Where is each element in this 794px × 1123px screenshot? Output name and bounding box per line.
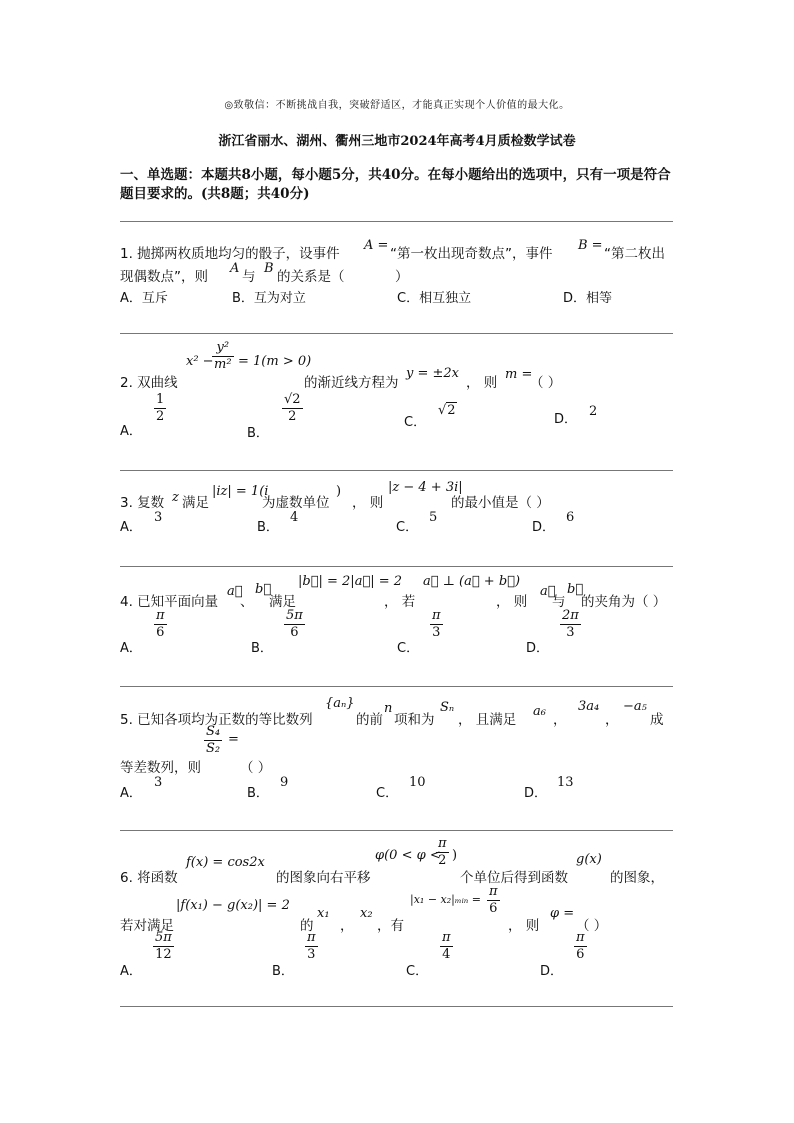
q5-text: 项和为 — [394, 712, 435, 728]
q5-text: ， — [553, 712, 567, 728]
q1-option-d: D．相等 — [563, 291, 613, 306]
q5-math: a₆ — [533, 704, 546, 719]
divider-rule — [120, 1006, 673, 1007]
q6-math: |x₁ − x₂|ₘᵢₙ = — [410, 893, 481, 906]
q2-option-c-label: C． — [404, 415, 427, 430]
q4-math: |b⃗| = 2|a⃗| = 2 — [298, 574, 403, 589]
q3-math: |iz| = 1(i — [212, 484, 269, 499]
q1-math: B — [264, 261, 274, 276]
q6-text: 6. 将函数 — [120, 870, 178, 886]
q5-option-c-value: 10 — [409, 775, 426, 790]
q2-option-b-fraction: $\frac{√2}{2}$ — [284, 392, 301, 424]
q2-option-a-label: A． — [120, 424, 142, 439]
q6-text: ，有 — [377, 918, 404, 934]
divider-rule — [120, 470, 673, 471]
q6-text: （ ） — [576, 918, 608, 934]
q2-math: m = — [505, 367, 533, 382]
q4-option-d-fraction: $\frac{2\pi}{3}$ — [562, 608, 579, 640]
q5-text: 成 — [650, 712, 664, 728]
q4-option-c-fraction: $\frac{\pi}{3}$ — [432, 608, 441, 640]
q3-option-d-value: 6 — [566, 510, 575, 525]
q2-equation: = 1(m > 0) — [238, 354, 312, 369]
q4-text: ， 若 — [384, 594, 416, 610]
q5-option-d: D． — [524, 786, 548, 801]
q4-option-c: C． — [397, 641, 420, 656]
q6-option-a-fraction: $\frac{5\pi}{12}$ — [155, 930, 172, 962]
q4-text: 的夹角为（ ） — [581, 594, 667, 610]
q3-option-c: C． — [396, 520, 419, 535]
q5-text: ， 且满足 — [458, 712, 517, 728]
q6-math: x₂ — [360, 906, 373, 921]
q3-option-c-value: 5 — [429, 510, 438, 525]
q4-text: ， 则 — [496, 594, 528, 610]
q1-math: A = — [364, 238, 389, 253]
q3-option-b-value: 4 — [290, 510, 299, 525]
q5-option-c: C． — [376, 786, 399, 801]
q5-option-b-value: 9 — [280, 775, 289, 790]
divider-rule — [120, 566, 673, 567]
q2-option-c-value: √2 — [438, 403, 456, 418]
q2-option-d-label: D． — [554, 412, 578, 427]
q5-option-b: B． — [247, 786, 269, 801]
q2-text: 2. 双曲线 — [120, 375, 178, 391]
q1-text: 与 — [242, 269, 256, 285]
q2-text: （ ） — [530, 375, 562, 391]
q1-text: “第一枚出现奇数点”，事件 — [390, 246, 553, 262]
q5-text: （ ） — [240, 760, 272, 776]
q3-option-a: A． — [120, 520, 142, 535]
q6-math: φ = — [550, 906, 575, 921]
q5-option-d-value: 13 — [557, 775, 574, 790]
q3-text: 3. 复数 — [120, 495, 165, 511]
divider-rule — [120, 830, 673, 831]
q6-fraction: $\frac{\pi}{6}$ — [489, 884, 498, 916]
q1-text: ） — [395, 269, 409, 285]
q5-text: 等差数列，则 — [120, 760, 201, 776]
q4-option-b: B． — [251, 641, 273, 656]
q5-math: −a₅ — [623, 699, 647, 714]
q3-math: z — [172, 490, 179, 505]
q5-equals: = — [228, 732, 239, 747]
q4-text: 、 — [240, 594, 254, 610]
q4-text: 4. 已知平面向量 — [120, 594, 219, 610]
q1-option-b: B．互为对立 — [232, 291, 306, 306]
q4-text: 满足 — [269, 594, 296, 610]
q4-option-d: D． — [526, 641, 550, 656]
q2-math: y = ±2x — [406, 366, 459, 381]
divider-rule — [120, 686, 673, 687]
q4-math: a⃗ — [540, 584, 556, 599]
q6-fraction: $\frac{\pi}{2}$ — [438, 836, 447, 868]
q1-option-a: A．互斥 — [120, 291, 168, 306]
motto-line: ◎致敬信：不断挑战自我，突破舒适区，才能真正实现个人价值的最大化。 — [224, 100, 570, 111]
q5-text: ， — [605, 712, 619, 728]
q6-math: f(x) = cos2x — [186, 855, 265, 870]
q4-text: 与 — [552, 594, 566, 610]
q6-math: g(x) — [576, 852, 602, 867]
q4-math: b⃗ — [567, 582, 584, 597]
q4-option-b-fraction: $\frac{5\pi}{6}$ — [286, 608, 303, 640]
q5-option-a: A． — [120, 786, 142, 801]
q2-option-d-value: 2 — [589, 404, 598, 419]
q3-text: 为虚数单位 — [262, 495, 330, 511]
section-heading: 一、单选题：本题共8小题，每小题5分，共40分。在每小题给出的选项中，只有一项是符合题目要求的。(共8题；共40分) — [120, 167, 671, 202]
q6-math: ) — [452, 848, 458, 863]
q3-option-d: D． — [532, 520, 556, 535]
q3-option-b: B． — [257, 520, 279, 535]
q3-math: |z − 4 + 3i| — [388, 480, 463, 495]
q1-text: 的关系是（ — [277, 269, 345, 285]
q1-text: 1. 抛掷两枚质地均匀的骰子，设事件 — [120, 246, 340, 262]
q6-text: 的图象， — [610, 870, 664, 886]
q4-option-a-fraction: $\frac{\pi}{6}$ — [156, 608, 165, 640]
q6-text: 的图象向右平移 — [276, 870, 371, 886]
q5-fraction: $\frac{\text{S₄}}{\text{S₂}}$ — [206, 724, 221, 756]
q3-math: ) — [336, 484, 342, 499]
q6-text: 若对满足 — [120, 918, 174, 934]
q6-text: ， — [340, 918, 354, 934]
q6-option-d-fraction: $\frac{\pi}{6}$ — [576, 930, 585, 962]
q4-math: a⃗ — [227, 584, 243, 599]
q3-text: ， 则 — [352, 495, 384, 511]
q2-equation: x² − — [186, 354, 214, 369]
q6-text: ， 则 — [508, 918, 540, 934]
q2-fraction: $\frac{\text{y²}}{\text{m²}}$ — [214, 340, 232, 372]
q2-text: 的渐近线方程为 — [304, 375, 399, 391]
q1-math: A — [230, 261, 240, 276]
q4-option-a: A． — [120, 641, 142, 656]
q3-text: 满足 — [182, 495, 209, 511]
q6-text: 的 — [300, 918, 314, 934]
q5-text: 5. 已知各项均为正数的等比数列 — [120, 712, 313, 728]
q5-math: Sₙ — [440, 700, 455, 715]
q6-math: x₁ — [317, 906, 330, 921]
q5-math: 3a₄ — [578, 699, 600, 714]
q6-math: φ(0 < φ < — [375, 848, 441, 863]
q6-option-b-fraction: $\frac{\pi}{3}$ — [307, 930, 316, 962]
q5-text: 的前 — [356, 712, 383, 728]
q2-option-b-label: B． — [247, 426, 269, 441]
divider-rule — [120, 221, 673, 222]
q1-text: “第二枚出 — [604, 246, 665, 262]
q5-option-a-value: 3 — [154, 775, 163, 790]
q6-option-a: A． — [120, 964, 142, 979]
q3-text: 的最小值是（ ） — [451, 495, 550, 511]
exam-title: 浙江省丽水、湖州、衢州三地市2024年高考4月质检数学试卷 — [218, 134, 576, 149]
q6-option-b: B． — [272, 964, 294, 979]
q3-option-a-value: 3 — [154, 510, 163, 525]
q4-math: a⃗ ⊥ (a⃗ + b⃗) — [423, 574, 521, 589]
q6-math: |f(x₁) − g(x₂)| = 2 — [176, 898, 290, 913]
q1-text: 现偶数点”，则 — [120, 269, 208, 285]
q2-text: ， 则 — [466, 375, 498, 391]
q6-option-c: C． — [406, 964, 429, 979]
q1-option-c: C．相互独立 — [397, 291, 472, 306]
q2-option-a-fraction: $\frac{1}{2}$ — [156, 392, 165, 424]
q6-text: 个单位后得到函数 — [460, 870, 568, 886]
q5-math: n — [384, 701, 393, 716]
q4-math: b⃗ — [255, 582, 272, 597]
q6-option-d: D． — [540, 964, 564, 979]
q5-math: {aₙ} — [325, 696, 355, 711]
q1-math: B = — [578, 238, 603, 253]
q6-option-c-fraction: $\frac{\pi}{4}$ — [442, 930, 451, 962]
divider-rule — [120, 333, 673, 334]
